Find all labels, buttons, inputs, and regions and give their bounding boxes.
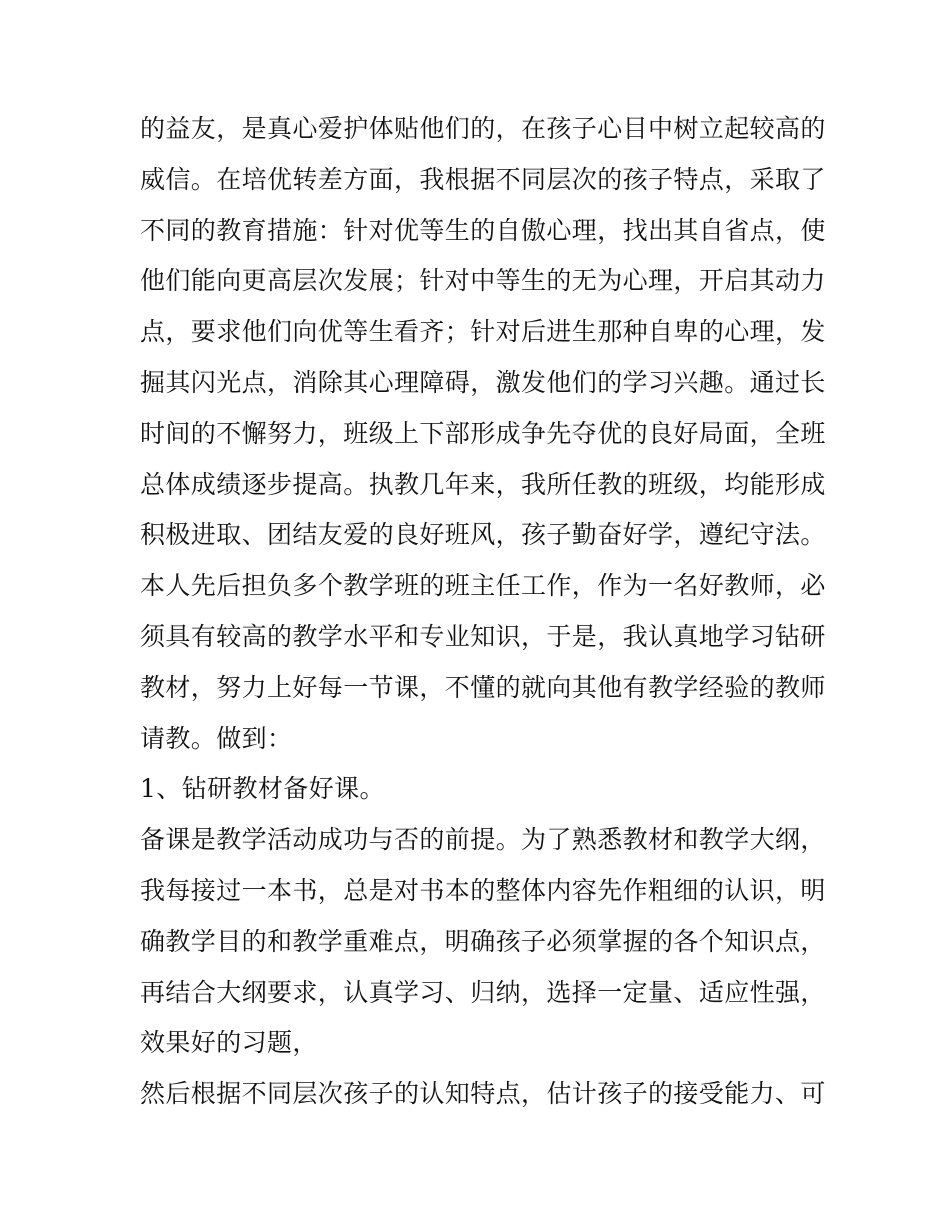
text-line: 然后根据不同层次孩子的认知特点，估计孩子的接受能力、可 <box>140 1079 826 1109</box>
text-line: 的益友，是真心爱护体贴他们的，在孩子心目中树立起较高的 <box>140 114 826 143</box>
text-line: 他们能向更高层次发展；针对中等生的无为心理，开启其动力 <box>140 266 826 296</box>
text-line: 效果好的习题， <box>140 1028 318 1058</box>
section-heading: 1、钻研教材备好课。 <box>140 774 385 804</box>
text-line: 备课是教学活动成功与否的前提。为了熟悉教材和教学大纲， <box>140 825 826 855</box>
text-line: 不同的教育措施：针对优等生的自傲心理，找出其自省点，使 <box>140 215 826 245</box>
text-line: 再结合大纲要求，认真学习、归纳，选择一定量、适应性强， <box>140 977 826 1007</box>
text-line: 须具有较高的教学水平和专业知识，于是，我认真地学习钻研 <box>140 621 826 651</box>
text-line: 请教。做到： <box>140 723 293 753</box>
text-line: 我每接过一本书，总是对书本的整体内容先作粗细的认识，明 <box>140 875 826 905</box>
text-line: 点，要求他们向优等生看齐；针对后进生那种自卑的心理，发 <box>140 317 826 347</box>
text-line: 总体成绩逐步提高。执教几年来，我所任教的班级，均能形成 <box>140 469 826 499</box>
text-line: 确教学目的和教学重难点，明确孩子必须掌握的各个知识点， <box>140 926 826 956</box>
text-line: 积极进取、团结友爱的良好班风，孩子勤奋好学，遵纪守法。 <box>140 520 826 550</box>
text-line: 威信。在培优转差方面，我根据不同层次的孩子特点，采取了 <box>140 164 826 194</box>
text-line: 教材，努力上好每一节课，不懂的就向其他有教学经验的教师 <box>140 672 826 702</box>
text-line: 掘其闪光点，消除其心理障碍，激发他们的学习兴趣。通过长 <box>140 367 826 397</box>
text-line: 时间的不懈努力，班级上下部形成争先夺优的良好局面，全班 <box>140 418 826 448</box>
document-body <box>140 104 826 1120</box>
text-line: 本人先后担负多个教学班的班主任工作，作为一名好教师，必 <box>140 571 826 601</box>
